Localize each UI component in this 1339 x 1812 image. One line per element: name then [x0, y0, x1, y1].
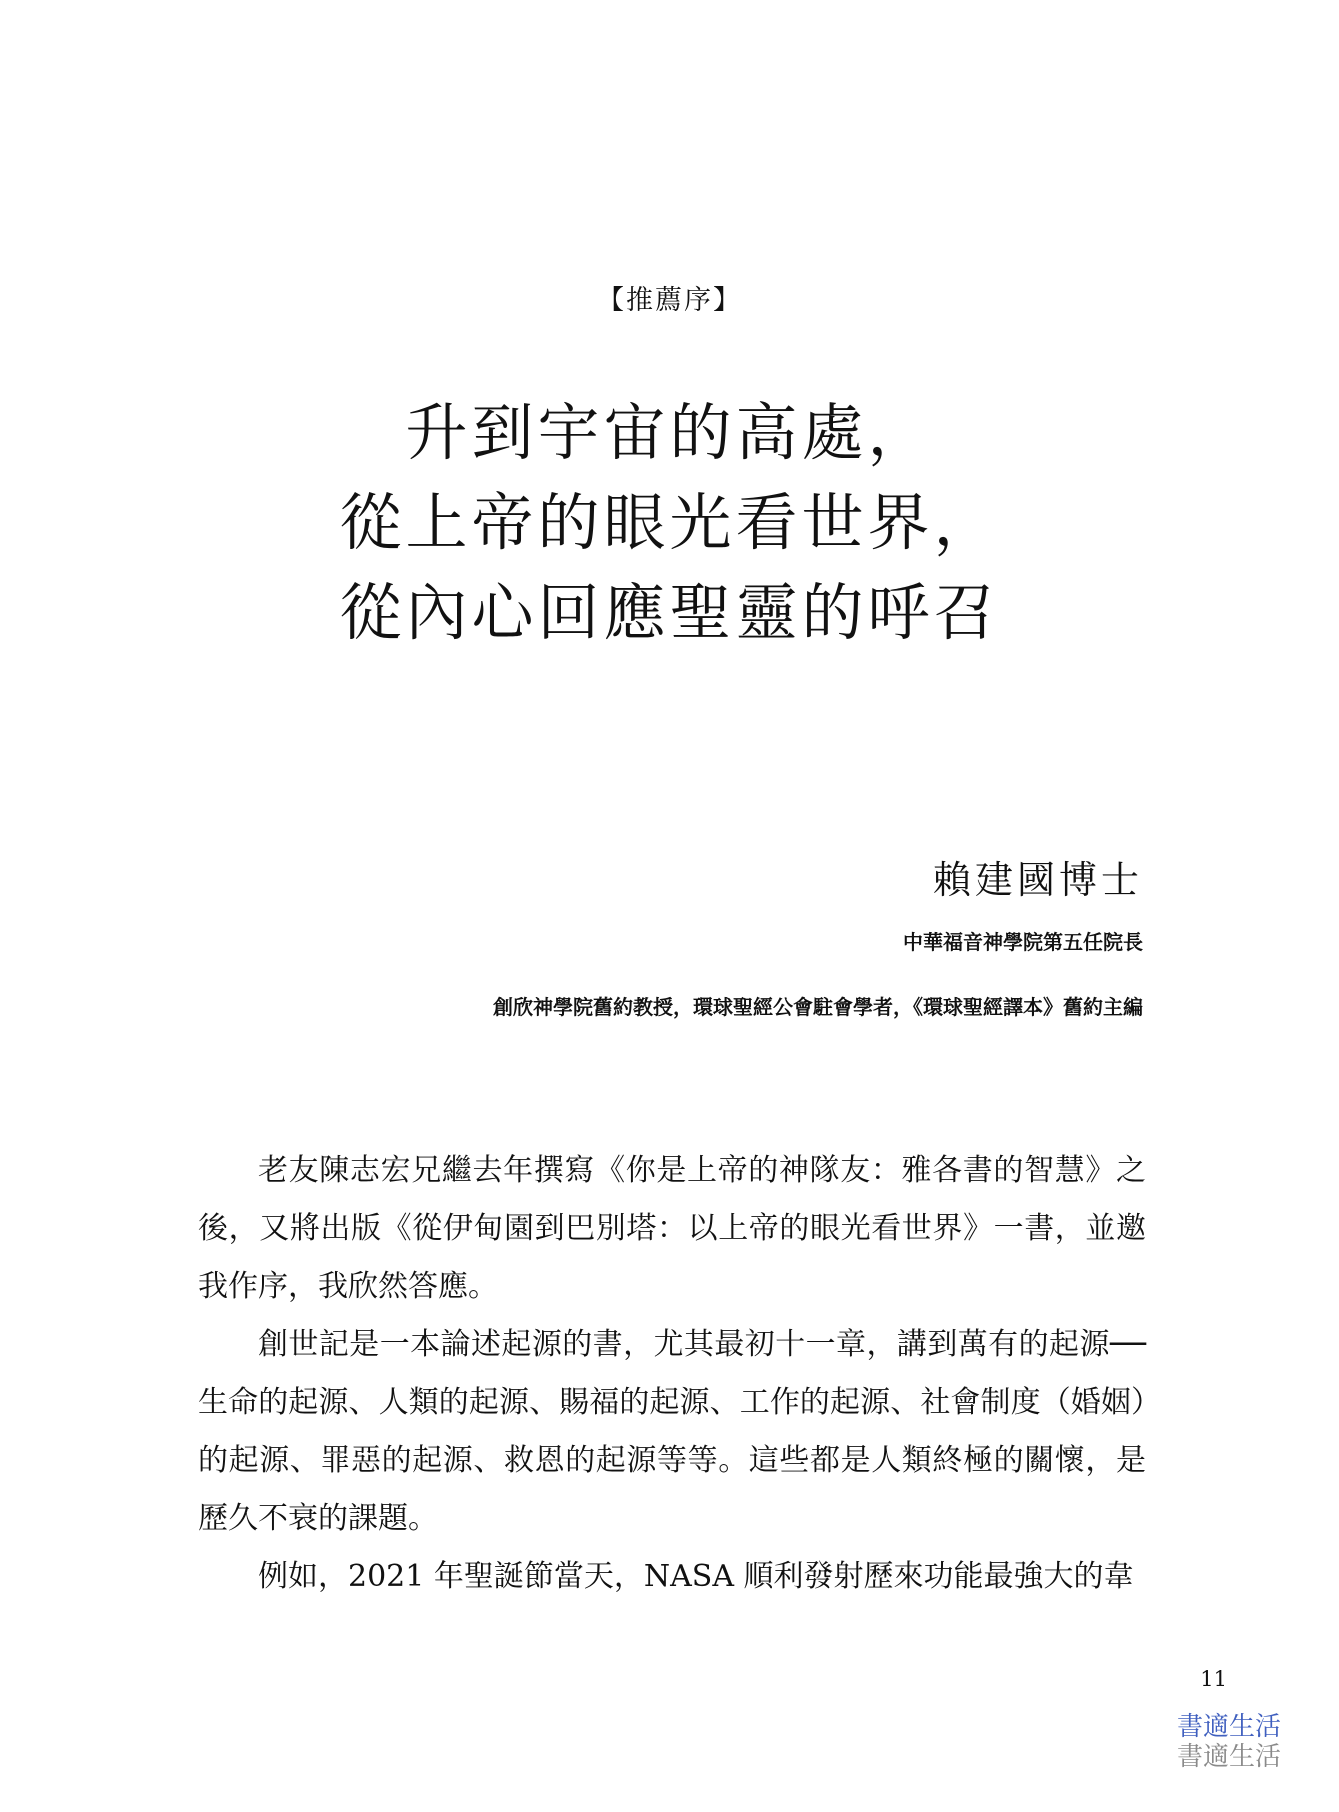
- paragraph-2: 創世記是一本論述起源的書，尤其最初十一章，講到萬有的起源──生命的起源、人類的起源、賜福的起源、工作的起源、社會制度（婚姻）的起源、罪惡的起源、救恩的起源等等。這些都是人類終極的關懷，是歷久不衰的課題。: [198, 1327, 1146, 1536]
- paragraph-3: 例如，2021 年聖誕節當天，NASA 順利發射歷來功能最強大的韋: [258, 1559, 1134, 1594]
- author-role-1: 中華福音神學院第五任院長: [903, 930, 1143, 954]
- title-line-2: 從上帝的眼光看世界，: [339, 486, 1000, 559]
- author-block: [493, 856, 1143, 1020]
- watermark-line-2: 書適生活: [1176, 1742, 1281, 1772]
- author-role-2: 創欣神學院舊約教授，環球聖經公會駐會學者，《環球聖經譯本》舊約主編: [493, 995, 1143, 1019]
- title-line-1: 升到宇宙的高處，: [405, 396, 934, 469]
- author-name: 賴建國博士: [932, 858, 1143, 902]
- watermark: [1177, 1712, 1281, 1772]
- title-line-3: 從內心回應聖靈的呼召: [339, 576, 1000, 649]
- paragraph-1: 老友陳志宏兄繼去年撰寫《你是上帝的神隊友：雅各書的智慧》之後，又將出版《從伊甸園到巴別塔：以上帝的眼光看世界》一書，並邀我作序，我欣然答應。: [198, 1153, 1146, 1304]
- page-number: 11: [1200, 1667, 1227, 1691]
- section-label: 【推薦序】: [597, 285, 742, 316]
- watermark-line-1: 書適生活: [1176, 1712, 1281, 1742]
- body-text: [198, 1142, 1146, 1606]
- chapter-title: [0, 388, 1339, 658]
